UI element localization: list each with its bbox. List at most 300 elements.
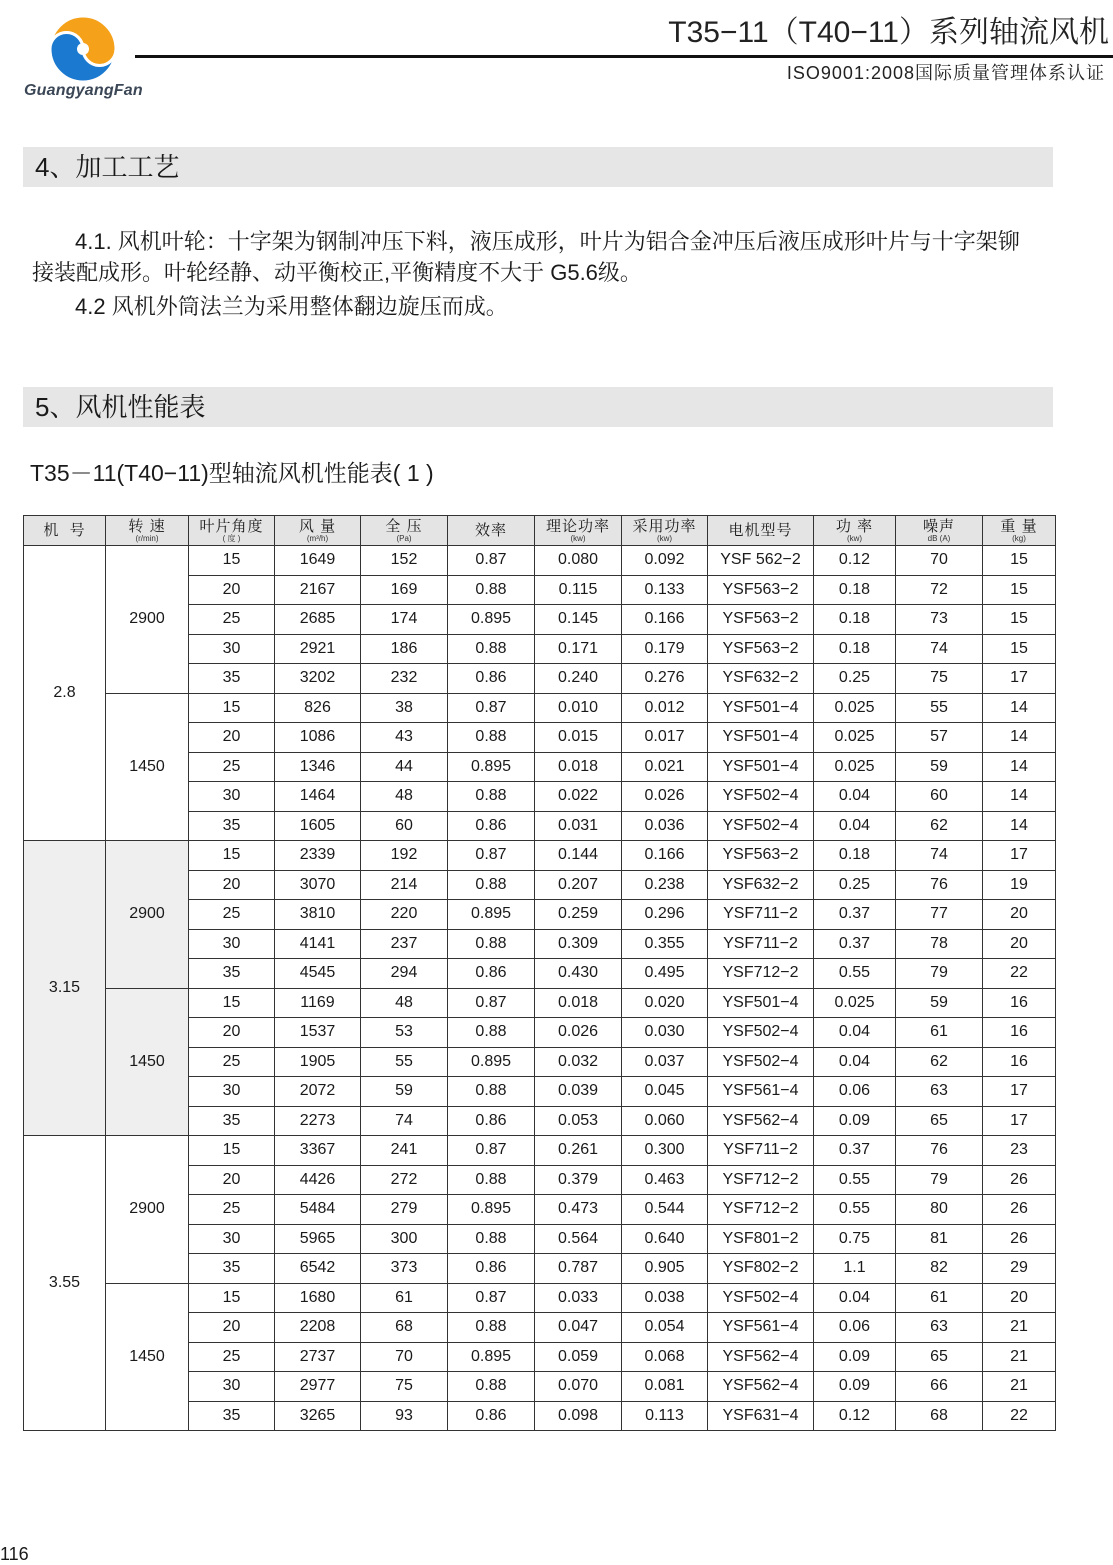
cell-used-power: 0.166 <box>622 605 708 635</box>
cell-efficiency: 0.895 <box>448 1047 535 1077</box>
cell-noise: 80 <box>896 1195 983 1225</box>
cell-blade-angle: 25 <box>189 605 275 635</box>
cell-theoretical-power: 0.059 <box>535 1342 622 1372</box>
header-unit: (Pa) <box>396 533 412 543</box>
cell-used-power: 0.054 <box>622 1313 708 1343</box>
cell-weight: 15 <box>983 634 1056 664</box>
section-heading-5 <box>23 387 1053 427</box>
cell-motor-model: YSF711−2 <box>708 900 814 930</box>
cell-motor-model: YSF561−4 <box>708 1313 814 1343</box>
cell-total-pressure: 152 <box>361 546 448 576</box>
cell-motor-power: 0.12 <box>814 546 896 576</box>
cell-motor-power: 0.37 <box>814 1136 896 1166</box>
header-machine-no <box>24 516 106 546</box>
cell-efficiency: 0.88 <box>448 1372 535 1402</box>
cell-blade-angle: 15 <box>189 546 275 576</box>
cell-theoretical-power: 0.171 <box>535 634 622 664</box>
cell-used-power: 0.133 <box>622 575 708 605</box>
cell-weight: 15 <box>983 575 1056 605</box>
cell-air-volume: 2072 <box>275 1077 361 1107</box>
cell-blade-angle: 15 <box>189 1136 275 1166</box>
cell-noise: 74 <box>896 634 983 664</box>
cell-noise: 65 <box>896 1342 983 1372</box>
cell-air-volume: 2977 <box>275 1372 361 1402</box>
cell-theoretical-power: 0.032 <box>535 1047 622 1077</box>
cell-speed: 1450 <box>106 1283 189 1431</box>
cell-total-pressure: 272 <box>361 1165 448 1195</box>
section-heading-text: 4、加工工艺 <box>35 152 180 182</box>
cell-air-volume: 3202 <box>275 664 361 694</box>
cell-speed: 1450 <box>106 988 189 1136</box>
header-speed <box>106 516 189 546</box>
cell-machine-no: 3.55 <box>24 1136 106 1431</box>
cell-total-pressure: 294 <box>361 959 448 989</box>
cell-weight: 17 <box>983 1077 1056 1107</box>
cell-efficiency: 0.895 <box>448 900 535 930</box>
cell-machine-no: 2.8 <box>24 546 106 841</box>
cell-weight: 14 <box>983 811 1056 841</box>
swirl-logo-icon <box>47 14 119 84</box>
cell-blade-angle: 35 <box>189 1401 275 1431</box>
cell-total-pressure: 186 <box>361 634 448 664</box>
header-label: 机 号 <box>43 522 86 539</box>
cell-motor-power: 0.09 <box>814 1106 896 1136</box>
header-label: 转 速 <box>128 517 166 535</box>
cell-motor-power: 0.06 <box>814 1313 896 1343</box>
cell-blade-angle: 30 <box>189 929 275 959</box>
cell-motor-power: 0.12 <box>814 1401 896 1431</box>
cell-air-volume: 6542 <box>275 1254 361 1284</box>
cell-efficiency: 0.895 <box>448 752 535 782</box>
table-row <box>24 988 1056 1018</box>
cell-motor-model: YSF712−2 <box>708 959 814 989</box>
cell-blade-angle: 15 <box>189 1283 275 1313</box>
cell-blade-angle: 35 <box>189 1106 275 1136</box>
cell-efficiency: 0.88 <box>448 575 535 605</box>
cell-efficiency: 0.895 <box>448 605 535 635</box>
document-title: T35−11（T40−11）系列轴流风机 <box>668 16 1109 49</box>
cell-motor-model: YSF501−4 <box>708 693 814 723</box>
cell-weight: 26 <box>983 1224 1056 1254</box>
cell-efficiency: 0.88 <box>448 634 535 664</box>
cell-blade-angle: 25 <box>189 1195 275 1225</box>
cell-motor-model: YSF711−2 <box>708 929 814 959</box>
cell-motor-model: YSF502−4 <box>708 1047 814 1077</box>
cell-air-volume: 1537 <box>275 1018 361 1048</box>
cell-motor-power: 0.37 <box>814 900 896 930</box>
cell-efficiency: 0.88 <box>448 870 535 900</box>
cell-total-pressure: 192 <box>361 841 448 871</box>
cell-noise: 76 <box>896 870 983 900</box>
section-heading-4 <box>23 147 1053 187</box>
cell-air-volume: 3070 <box>275 870 361 900</box>
cell-total-pressure: 214 <box>361 870 448 900</box>
cell-theoretical-power: 0.379 <box>535 1165 622 1195</box>
cell-total-pressure: 55 <box>361 1047 448 1077</box>
cell-motor-power: 0.025 <box>814 988 896 1018</box>
cell-weight: 16 <box>983 1047 1056 1077</box>
cell-used-power: 0.355 <box>622 929 708 959</box>
header-label: 功 率 <box>835 517 874 535</box>
cell-efficiency: 0.88 <box>448 723 535 753</box>
cell-blade-angle: 30 <box>189 782 275 812</box>
cell-noise: 59 <box>896 988 983 1018</box>
cell-total-pressure: 279 <box>361 1195 448 1225</box>
cell-used-power: 0.021 <box>622 752 708 782</box>
cell-noise: 75 <box>896 664 983 694</box>
cell-motor-power: 0.25 <box>814 870 896 900</box>
cell-air-volume: 1464 <box>275 782 361 812</box>
header-unit: (kw) <box>656 533 673 543</box>
table-row <box>24 546 1056 576</box>
cell-used-power: 0.463 <box>622 1165 708 1195</box>
cell-total-pressure: 61 <box>361 1283 448 1313</box>
certification-text: ISO9001:2008国际质量管理体系认证 <box>786 63 1105 83</box>
cell-theoretical-power: 0.047 <box>535 1313 622 1343</box>
header-label: 叶片角度 <box>199 517 264 535</box>
header-theoretical-power <box>535 516 622 546</box>
cell-blade-angle: 30 <box>189 1224 275 1254</box>
cell-noise: 61 <box>896 1018 983 1048</box>
cell-used-power: 0.300 <box>622 1136 708 1166</box>
cell-air-volume: 5484 <box>275 1195 361 1225</box>
header-weight <box>983 516 1056 546</box>
cell-motor-power: 0.09 <box>814 1372 896 1402</box>
cell-total-pressure: 68 <box>361 1313 448 1343</box>
cell-air-volume: 3367 <box>275 1136 361 1166</box>
cell-motor-model: YSF712−2 <box>708 1195 814 1225</box>
cell-blade-angle: 35 <box>189 959 275 989</box>
cell-total-pressure: 373 <box>361 1254 448 1284</box>
cell-motor-model: YSF501−4 <box>708 723 814 753</box>
cell-total-pressure: 43 <box>361 723 448 753</box>
cell-motor-model: YSF711−2 <box>708 1136 814 1166</box>
cell-air-volume: 1086 <box>275 723 361 753</box>
cell-theoretical-power: 0.115 <box>535 575 622 605</box>
cell-theoretical-power: 0.240 <box>535 664 622 694</box>
cell-efficiency: 0.88 <box>448 929 535 959</box>
cell-theoretical-power: 0.018 <box>535 752 622 782</box>
cell-noise: 63 <box>896 1313 983 1343</box>
cell-efficiency: 0.87 <box>448 841 535 871</box>
cell-noise: 63 <box>896 1077 983 1107</box>
cell-theoretical-power: 0.564 <box>535 1224 622 1254</box>
cell-used-power: 0.030 <box>622 1018 708 1048</box>
cell-blade-angle: 35 <box>189 811 275 841</box>
cell-efficiency: 0.86 <box>448 811 535 841</box>
cell-air-volume: 5965 <box>275 1224 361 1254</box>
cell-blade-angle: 20 <box>189 723 275 753</box>
header-label: 全 压 <box>385 517 423 535</box>
cell-motor-model: YSF563−2 <box>708 634 814 664</box>
cell-total-pressure: 60 <box>361 811 448 841</box>
cell-blade-angle: 25 <box>189 900 275 930</box>
cell-efficiency: 0.88 <box>448 1018 535 1048</box>
cell-efficiency: 0.86 <box>448 1106 535 1136</box>
cell-efficiency: 0.86 <box>448 1254 535 1284</box>
cell-used-power: 0.296 <box>622 900 708 930</box>
cell-used-power: 0.036 <box>622 811 708 841</box>
cell-theoretical-power: 0.022 <box>535 782 622 812</box>
cell-efficiency: 0.87 <box>448 1283 535 1313</box>
cell-air-volume: 1680 <box>275 1283 361 1313</box>
cell-blade-angle: 30 <box>189 1077 275 1107</box>
cell-motor-power: 0.75 <box>814 1224 896 1254</box>
cell-noise: 59 <box>896 752 983 782</box>
paragraph-4-1-line-1: 4.1. 风机叶轮：十字架为钢制冲压下料，液压成形，叶片为铝合金冲压后液压成形叶片与十字架铆 <box>75 229 1020 254</box>
header-label: 风 量 <box>298 517 337 535</box>
cell-noise: 62 <box>896 811 983 841</box>
cell-efficiency: 0.87 <box>448 988 535 1018</box>
cell-air-volume: 3265 <box>275 1401 361 1431</box>
cell-blade-angle: 35 <box>189 664 275 694</box>
cell-blade-angle: 20 <box>189 870 275 900</box>
cell-motor-model: YSF562−4 <box>708 1342 814 1372</box>
cell-used-power: 0.017 <box>622 723 708 753</box>
cell-air-volume: 4426 <box>275 1165 361 1195</box>
cell-motor-power: 0.04 <box>814 782 896 812</box>
cell-air-volume: 2685 <box>275 605 361 635</box>
cell-noise: 78 <box>896 929 983 959</box>
cell-theoretical-power: 0.010 <box>535 693 622 723</box>
cell-total-pressure: 174 <box>361 605 448 635</box>
cell-blade-angle: 30 <box>189 1372 275 1402</box>
cell-used-power: 0.640 <box>622 1224 708 1254</box>
cell-noise: 55 <box>896 693 983 723</box>
cell-motor-model: YSF502−4 <box>708 1283 814 1313</box>
cell-theoretical-power: 0.033 <box>535 1283 622 1313</box>
cell-used-power: 0.238 <box>622 870 708 900</box>
cell-total-pressure: 44 <box>361 752 448 782</box>
cell-weight: 29 <box>983 1254 1056 1284</box>
cell-total-pressure: 300 <box>361 1224 448 1254</box>
cell-theoretical-power: 0.309 <box>535 929 622 959</box>
header-motor-power <box>814 516 896 546</box>
cell-efficiency: 0.86 <box>448 664 535 694</box>
cell-motor-power: 0.18 <box>814 841 896 871</box>
cell-air-volume: 2208 <box>275 1313 361 1343</box>
cell-efficiency: 0.88 <box>448 1224 535 1254</box>
cell-motor-power: 0.025 <box>814 723 896 753</box>
cell-noise: 68 <box>896 1401 983 1431</box>
page-number: 116 <box>0 1544 29 1564</box>
paragraph-4-2: 4.2 风机外筒法兰为采用整体翻边旋压而成。 <box>75 294 508 319</box>
cell-speed: 1450 <box>106 693 189 841</box>
cell-blade-angle: 30 <box>189 634 275 664</box>
cell-efficiency: 0.895 <box>448 1195 535 1225</box>
cell-total-pressure: 237 <box>361 929 448 959</box>
cell-total-pressure: 220 <box>361 900 448 930</box>
cell-weight: 22 <box>983 959 1056 989</box>
cell-air-volume: 4545 <box>275 959 361 989</box>
cell-theoretical-power: 0.080 <box>535 546 622 576</box>
cell-noise: 61 <box>896 1283 983 1313</box>
cell-motor-power: 0.025 <box>814 752 896 782</box>
cell-motor-power: 0.25 <box>814 664 896 694</box>
cell-motor-power: 0.06 <box>814 1077 896 1107</box>
cell-used-power: 0.276 <box>622 664 708 694</box>
cell-motor-model: YSF802−2 <box>708 1254 814 1284</box>
cell-theoretical-power: 0.473 <box>535 1195 622 1225</box>
cell-blade-angle: 20 <box>189 575 275 605</box>
header-unit: ( 度 ) <box>222 533 241 543</box>
cell-weight: 16 <box>983 988 1056 1018</box>
cell-theoretical-power: 0.039 <box>535 1077 622 1107</box>
cell-motor-power: 0.04 <box>814 811 896 841</box>
cell-noise: 60 <box>896 782 983 812</box>
cell-noise: 57 <box>896 723 983 753</box>
cell-used-power: 0.068 <box>622 1342 708 1372</box>
cell-motor-power: 0.04 <box>814 1018 896 1048</box>
cell-motor-model: YSF632−2 <box>708 664 814 694</box>
cell-blade-angle: 20 <box>189 1313 275 1343</box>
cell-theoretical-power: 0.259 <box>535 900 622 930</box>
cell-weight: 23 <box>983 1136 1056 1166</box>
cell-motor-model: YSF632−2 <box>708 870 814 900</box>
cell-theoretical-power: 0.261 <box>535 1136 622 1166</box>
cell-weight: 21 <box>983 1342 1056 1372</box>
cell-efficiency: 0.88 <box>448 1165 535 1195</box>
cell-blade-angle: 15 <box>189 988 275 1018</box>
cell-weight: 19 <box>983 870 1056 900</box>
cell-total-pressure: 53 <box>361 1018 448 1048</box>
cell-theoretical-power: 0.207 <box>535 870 622 900</box>
table-header-row <box>24 516 1056 546</box>
cell-motor-model: YSF801−2 <box>708 1224 814 1254</box>
cell-air-volume: 1346 <box>275 752 361 782</box>
cell-total-pressure: 59 <box>361 1077 448 1107</box>
cell-used-power: 0.020 <box>622 988 708 1018</box>
cell-theoretical-power: 0.787 <box>535 1254 622 1284</box>
cell-motor-power: 0.18 <box>814 575 896 605</box>
cell-noise: 62 <box>896 1047 983 1077</box>
cell-air-volume: 1905 <box>275 1047 361 1077</box>
cell-air-volume: 4141 <box>275 929 361 959</box>
header-unit: (kw) <box>846 533 863 543</box>
cell-used-power: 0.060 <box>622 1106 708 1136</box>
cell-motor-power: 0.04 <box>814 1283 896 1313</box>
cell-total-pressure: 74 <box>361 1106 448 1136</box>
cell-air-volume: 2921 <box>275 634 361 664</box>
cell-motor-model: YSF502−4 <box>708 1018 814 1048</box>
cell-motor-model: YSF 562−2 <box>708 546 814 576</box>
cell-weight: 17 <box>983 664 1056 694</box>
cell-total-pressure: 169 <box>361 575 448 605</box>
table-row <box>24 1283 1056 1313</box>
cell-efficiency: 0.88 <box>448 1077 535 1107</box>
cell-motor-power: 0.09 <box>814 1342 896 1372</box>
cell-used-power: 0.092 <box>622 546 708 576</box>
cell-motor-model: YSF631−4 <box>708 1401 814 1431</box>
header-divider <box>135 55 1113 58</box>
cell-theoretical-power: 0.070 <box>535 1372 622 1402</box>
header-noise <box>896 516 983 546</box>
cell-noise: 73 <box>896 605 983 635</box>
cell-motor-power: 1.1 <box>814 1254 896 1284</box>
cell-blade-angle: 20 <box>189 1165 275 1195</box>
cell-weight: 20 <box>983 1283 1056 1313</box>
cell-air-volume: 2737 <box>275 1342 361 1372</box>
cell-motor-model: YSF501−4 <box>708 988 814 1018</box>
cell-noise: 70 <box>896 546 983 576</box>
cell-air-volume: 2167 <box>275 575 361 605</box>
cell-total-pressure: 70 <box>361 1342 448 1372</box>
cell-motor-model: YSF502−4 <box>708 782 814 812</box>
cell-noise: 82 <box>896 1254 983 1284</box>
cell-theoretical-power: 0.430 <box>535 959 622 989</box>
header-air-volume <box>275 516 361 546</box>
cell-used-power: 0.166 <box>622 841 708 871</box>
cell-motor-power: 0.18 <box>814 605 896 635</box>
cell-noise: 81 <box>896 1224 983 1254</box>
cell-used-power: 0.179 <box>622 634 708 664</box>
cell-noise: 79 <box>896 959 983 989</box>
cell-weight: 21 <box>983 1313 1056 1343</box>
cell-motor-power: 0.55 <box>814 1195 896 1225</box>
cell-motor-model: YSF563−2 <box>708 841 814 871</box>
header-label: 重 量 <box>1000 517 1038 535</box>
cell-machine-no: 3.15 <box>24 841 106 1136</box>
cell-motor-power: 0.18 <box>814 634 896 664</box>
cell-theoretical-power: 0.145 <box>535 605 622 635</box>
cell-used-power: 0.081 <box>622 1372 708 1402</box>
cell-air-volume: 1649 <box>275 546 361 576</box>
cell-blade-angle: 15 <box>189 841 275 871</box>
cell-used-power: 0.045 <box>622 1077 708 1107</box>
cell-motor-power: 0.55 <box>814 959 896 989</box>
cell-used-power: 0.026 <box>622 782 708 812</box>
cell-weight: 16 <box>983 1018 1056 1048</box>
cell-blade-angle: 35 <box>189 1254 275 1284</box>
cell-air-volume: 2273 <box>275 1106 361 1136</box>
cell-efficiency: 0.86 <box>448 959 535 989</box>
cell-efficiency: 0.86 <box>448 1401 535 1431</box>
cell-motor-power: 0.04 <box>814 1047 896 1077</box>
cell-speed: 2900 <box>106 1136 189 1284</box>
cell-theoretical-power: 0.098 <box>535 1401 622 1431</box>
cell-used-power: 0.905 <box>622 1254 708 1284</box>
cell-blade-angle: 20 <box>189 1018 275 1048</box>
cell-weight: 14 <box>983 752 1056 782</box>
cell-motor-power: 0.025 <box>814 693 896 723</box>
cell-blade-angle: 15 <box>189 693 275 723</box>
cell-weight: 26 <box>983 1165 1056 1195</box>
cell-noise: 66 <box>896 1372 983 1402</box>
header-label: 采用功率 <box>632 517 697 535</box>
cell-total-pressure: 38 <box>361 693 448 723</box>
performance-table <box>23 515 1056 1431</box>
cell-motor-model: YSF712−2 <box>708 1165 814 1195</box>
cell-motor-model: YSF502−4 <box>708 811 814 841</box>
cell-air-volume: 3810 <box>275 900 361 930</box>
company-logo <box>22 10 152 105</box>
header-unit: dB (A) <box>927 533 951 543</box>
cell-theoretical-power: 0.026 <box>535 1018 622 1048</box>
cell-theoretical-power: 0.031 <box>535 811 622 841</box>
cell-blade-angle: 25 <box>189 752 275 782</box>
cell-weight: 15 <box>983 605 1056 635</box>
cell-efficiency: 0.88 <box>448 1313 535 1343</box>
header-label: 效率 <box>474 522 507 539</box>
cell-noise: 72 <box>896 575 983 605</box>
header-total-pressure <box>361 516 448 546</box>
paragraph-4-1-line-2: 接装配成形。叶轮经静、动平衡校正,平衡精度不大于 G5.6级。 <box>32 260 642 285</box>
header-label: 电机型号 <box>728 522 793 539</box>
cell-noise: 65 <box>896 1106 983 1136</box>
cell-blade-angle: 25 <box>189 1342 275 1372</box>
cell-total-pressure: 48 <box>361 782 448 812</box>
cell-weight: 14 <box>983 693 1056 723</box>
